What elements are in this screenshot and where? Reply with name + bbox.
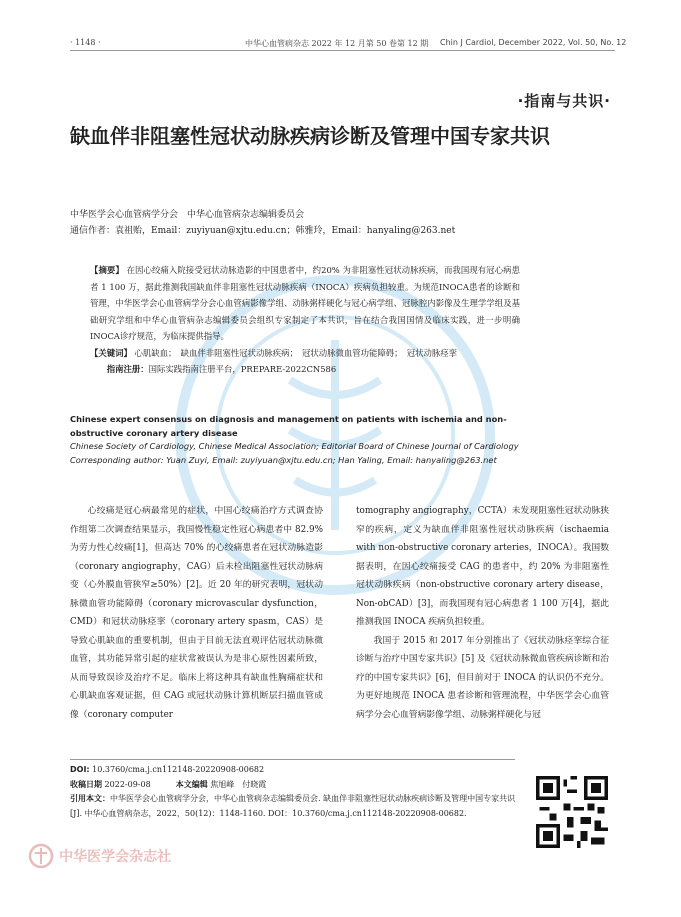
correspondence: 通信作者：袁祖贻，Email：zuyiyuan@xjtu.edu.cn；韩雅玲，Email：hanyaling@263.net [70, 226, 456, 236]
header-rule [70, 50, 615, 51]
footer-rule [70, 759, 515, 760]
body-right-column [356, 502, 609, 724]
citation-label: 引用本文： [70, 794, 110, 803]
author-societies: 中华医学会心血管病学分会 中华心血管病杂志编辑委员会 [70, 210, 305, 220]
publisher-logo [28, 843, 388, 873]
body-left-column [70, 502, 323, 724]
keywords: 心肌缺血； 缺血伴非阻塞性冠状动脉疾病； 冠状动脉微血管功能障碍； 冠状动脉痉挛 [134, 347, 457, 358]
english-abstract [70, 413, 525, 467]
registration-label: 指南注册： [106, 364, 149, 374]
doi[interactable]: 10.3760/cma.j.cn112148-20220908-00682 [92, 765, 265, 774]
publisher-logo-text: 中华医学会杂志社 [59, 849, 172, 865]
doi-label: DOI: [70, 765, 90, 774]
journal-header-en: Chin J Cardiol, December 2022, Vol. 50, No. 12 [440, 38, 627, 47]
article-title: 缺血伴非阻塞性冠状动脉疾病诊断及管理中国专家共识 [70, 124, 550, 148]
citation: 中华医学会心血管病学分会，中华心血管病杂志编辑委员会. 缺血伴非阻塞性冠状动脉疾病诊断及管理中国专家共识[J]. 中华心血管病杂志，2022，50(12)：1148-1160. DOI：10.3760/cma.j.cn112148-20220908-00682. [70, 794, 516, 818]
received-date: 2022-09-08 [104, 779, 151, 789]
received-label: 收稿日期 [70, 779, 102, 789]
body-paragraph: tomography angiography，CCTA）未发现阻塞性冠状动脉狭窄的疾病，定义为缺血伴非阻塞性冠状动脉疾病（ischaemia with non-obstructive coronary arteries，INOCA）。我国数据表明，在因心绞痛接受 CAG 的患者中，约 20% 为非阻塞性冠状动脉疾病（non-obstructive coronary artery disease，Non-obCAD）[3]，而我国现有冠心病患者 1 100 万[4]，据此推测我国 INOCA 疾病负担较重。 [356, 506, 609, 627]
registration: 国际实践指南注册平台，PREPARE-2022CN586 [148, 364, 337, 374]
abstract-label: 【摘要】 [90, 265, 124, 275]
journal-header: 中华心血管病杂志 2022 年 12 月第 50 卷第 12 期 [245, 39, 429, 48]
body-paragraph: 我国于 2015 和 2017 年分别推出了《冠状动脉痉挛综合征诊断与治疗中国专家共识》[5] 及《冠状动脉微血管疾病诊断和治疗的中国专家共识》[6]，但目前对于 INOCA 的认识仍不充分。为更好地规范 INOCA 患者诊断和管理流程，中华医学会心血管病学分会心血管病影像学组、动脉粥样硬化与冠 [356, 635, 609, 720]
body-paragraph: 心绞痛是冠心病最常见的症状，中国心绞痛治疗方式调查协作组第二次调查结果显示，我国慢性稳定性冠心病患者中 82.9% 为劳力性心绞痛[1]，但高达 70% 的心绞痛患者在冠状动脉造影（coronary angiography，CAG）后未检出阻塞性冠状动脉病变（心外膜血管狭窄≥50%）[2]。近 20 年的研究表明，冠状动脉微血管功能障碍（coronary microvascular dysfunction，CMD）和冠状动脉痉挛（coronary artery spasm，CAS）是导致心肌缺血的重要机制，但由于目前无法直观评估冠状动脉微血管，其功能异常引起的症状常被误认为是非心原性因素所致，从而导致误诊及治疗不足。临床上将这种具有缺血性胸痛症状和心肌缺血客观证据，但 CAG 或冠状动脉计算机断层扫描血管成像（coronary computer [70, 506, 323, 720]
abstract [90, 262, 520, 378]
abstract-text: 在因心绞痛入院接受冠状动脉造影的中国患者中，约20% 为非阻塞性冠状动脉疾病，而我国现有冠心病患者 1 100 万，据此推测我国缺血伴非阻塞性冠状动脉疾病（INOCA）疾病负担较重。为规范INOCA患者的诊断和管理，中华医学会心血管病学分会心血管病影像学组、动脉粥样硬化与冠心病学组、冠脉腔内影像及生理学学组及基础研究学组和中华心血管病杂志编辑委员会组织专家制定了本共识，旨在结合我国国情及临床实践，进一步明确INOCA诊疗规范，为临床提供指导。 [90, 265, 521, 341]
editors: 焦旭峰 付晓霞 [210, 779, 267, 789]
article-footer [70, 763, 520, 821]
column-label: ·指南与共识· [517, 92, 611, 110]
page-number: · 1148 · [70, 38, 101, 47]
editor-label: 本文编辑 [175, 779, 208, 789]
authors-block [70, 207, 590, 239]
keywords-label: 【关键词】 [90, 347, 132, 358]
publisher-emblem-icon [28, 843, 54, 869]
qr-code-icon[interactable] [536, 776, 608, 848]
english-correspondence: Corresponding author: Yuan Zuyi, Email: zuyiyuan@xjtu.edu.cn; Han Yaling, Email: hanyaling@263.net [70, 454, 497, 465]
english-title: Chinese expert consensus on diagnosis and management on patients with ischemia and non-obstructive coronary artery disease [70, 414, 507, 438]
english-authors: Chinese Society of Cardiology, Chinese Medical Association; Editorial Board of Chinese Journal of Cardiology [70, 441, 519, 452]
